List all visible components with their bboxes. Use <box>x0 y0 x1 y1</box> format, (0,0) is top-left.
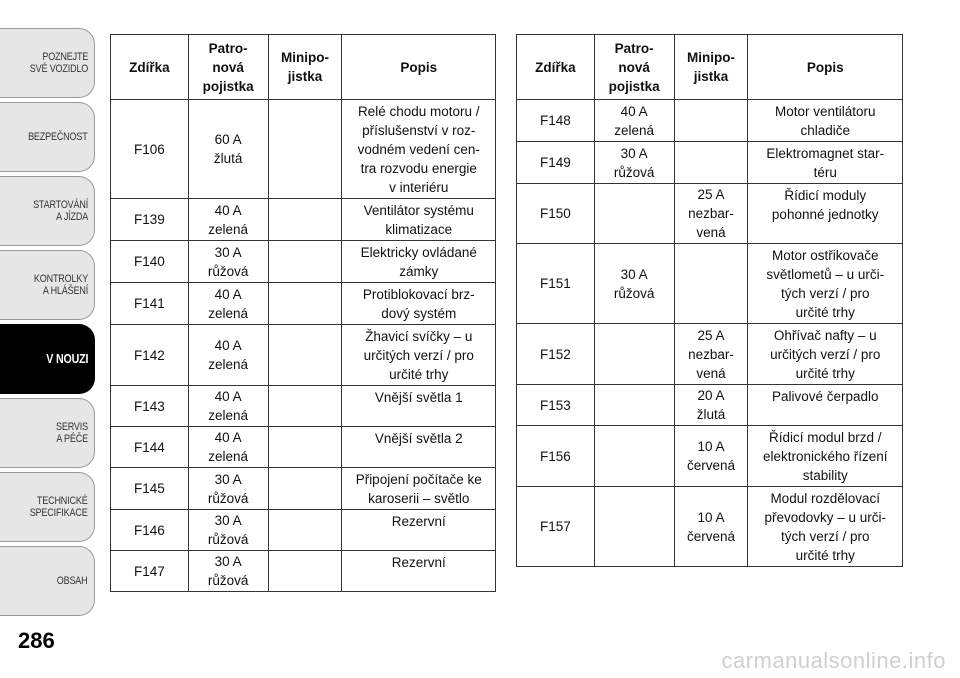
cell-socket: F145 <box>111 468 189 510</box>
table-row <box>111 468 496 510</box>
cell-description: Elektricky ovládané zámky <box>342 241 496 283</box>
cell-socket: F143 <box>111 386 189 427</box>
tab-kontrolky-a-hlaseni[interactable] <box>0 250 95 320</box>
table-row <box>111 386 496 427</box>
tab-label: TECHNICKÉ SPECIFIKACE <box>30 495 88 519</box>
table-row <box>111 199 496 241</box>
cell-cartridge-fuse: 40 A zelená <box>188 199 268 241</box>
table-row <box>111 100 496 199</box>
cell-mini-fuse <box>268 510 342 551</box>
cell-socket: F150 <box>517 184 595 244</box>
cell-mini-fuse <box>674 100 748 142</box>
cell-description: Vnější světla 1 <box>342 386 496 427</box>
table-row <box>111 510 496 551</box>
table-row <box>517 184 903 244</box>
fuse-table-right <box>516 34 903 567</box>
cell-cartridge-fuse: 30 A růžová <box>188 468 268 510</box>
cell-description: Motor ostřikovače světlometů – u urči- tých verzí / pro určité trhy <box>748 244 903 324</box>
cell-cartridge-fuse: 30 A růžová <box>594 142 674 184</box>
tab-bezpecnost[interactable] <box>0 102 95 172</box>
tab-technicke-specifikace[interactable] <box>0 472 95 542</box>
cell-cartridge-fuse <box>594 487 674 567</box>
table-header-row <box>517 35 903 100</box>
cell-cartridge-fuse <box>594 324 674 385</box>
cell-description: Modul rozdělovací převodovky – u urči- tých verzí / pro určité trhy <box>748 487 903 567</box>
cell-mini-fuse <box>268 100 342 199</box>
table-row <box>517 324 903 385</box>
cell-cartridge-fuse: 40 A zelená <box>188 325 268 386</box>
table-header-row <box>111 35 496 100</box>
cell-mini-fuse: 20 A žlutá <box>674 385 748 426</box>
tab-poznejte-sve-vozidlo[interactable] <box>0 28 95 98</box>
tab-startovani-a-jizda[interactable] <box>0 176 95 246</box>
cell-socket: F147 <box>111 551 189 592</box>
cell-mini-fuse <box>268 427 342 468</box>
tab-label: POZNEJTE SVÉ VOZIDLO <box>29 51 88 75</box>
cell-cartridge-fuse: 30 A růžová <box>188 241 268 283</box>
header-cartridge-fuse: Patro- nová pojistka <box>594 35 674 100</box>
cell-description: Motor ventilátoru chladiče <box>748 100 903 142</box>
cell-cartridge-fuse: 30 A růžová <box>188 510 268 551</box>
cell-description: Řídicí moduly pohonné jednotky <box>748 184 903 244</box>
cell-mini-fuse <box>268 199 342 241</box>
cell-cartridge-fuse <box>594 385 674 426</box>
table-row <box>111 241 496 283</box>
cell-mini-fuse <box>268 386 342 427</box>
cell-socket: F141 <box>111 283 189 325</box>
table-body <box>111 100 496 592</box>
cell-description: Vnější světla 2 <box>342 427 496 468</box>
cell-socket: F157 <box>517 487 595 567</box>
table-row <box>517 142 903 184</box>
cell-description: Palivové čerpadlo <box>748 385 903 426</box>
cell-cartridge-fuse: 30 A růžová <box>188 551 268 592</box>
cell-cartridge-fuse <box>594 184 674 244</box>
cell-description: Protiblokovací brz- dový systém <box>342 283 496 325</box>
cell-cartridge-fuse: 60 A žlutá <box>188 100 268 199</box>
cell-socket: F140 <box>111 241 189 283</box>
cell-mini-fuse <box>268 468 342 510</box>
tab-label: OBSAH <box>57 575 88 587</box>
cell-description: Rezervní <box>342 510 496 551</box>
table-row <box>111 325 496 386</box>
header-description: Popis <box>342 35 496 100</box>
cell-mini-fuse: 10 A červená <box>674 487 748 567</box>
cell-description: Řídicí modul brzd / elektronického řízení stability <box>748 426 903 487</box>
tab-label: V NOUZI <box>45 351 88 366</box>
header-mini-fuse: Minipo- jistka <box>674 35 748 100</box>
cell-mini-fuse <box>268 241 342 283</box>
cell-description: Ventilátor systému klimatizace <box>342 199 496 241</box>
cell-description: Rezervní <box>342 551 496 592</box>
cell-cartridge-fuse: 40 A zelená <box>188 283 268 325</box>
cell-description: Ohřívač nafty – u určitých verzí / pro určité trhy <box>748 324 903 385</box>
cell-socket: F156 <box>517 426 595 487</box>
cell-socket: F106 <box>111 100 189 199</box>
table-row <box>111 283 496 325</box>
tab-obsah[interactable] <box>0 546 95 616</box>
table-row <box>517 487 903 567</box>
tab-label: STARTOVÁNÍ A JÍZDA <box>32 199 88 223</box>
cell-description: Elektromagnet star- téru <box>748 142 903 184</box>
cell-mini-fuse <box>674 142 748 184</box>
tab-label: SERVIS A PÉČE <box>56 421 88 445</box>
cell-mini-fuse <box>268 283 342 325</box>
cell-description: Žhavicí svíčky – u určitých verzí / pro určité trhy <box>342 325 496 386</box>
table-row <box>517 385 903 426</box>
cell-socket: F153 <box>517 385 595 426</box>
cell-mini-fuse: 25 A nezbar- vená <box>674 184 748 244</box>
header-cartridge-fuse: Patro- nová pojistka <box>188 35 268 100</box>
cell-socket: F152 <box>517 324 595 385</box>
header-socket: Zdířka <box>517 35 595 100</box>
cell-socket: F148 <box>517 100 595 142</box>
tab-v-nouzi[interactable] <box>0 324 95 394</box>
cell-mini-fuse <box>268 551 342 592</box>
cell-description: Připojení počítače ke karoserii – světlo <box>342 468 496 510</box>
cell-mini-fuse <box>674 244 748 324</box>
tab-servis-a-pece[interactable] <box>0 398 95 468</box>
cell-cartridge-fuse: 40 A zelená <box>594 100 674 142</box>
cell-mini-fuse: 10 A červená <box>674 426 748 487</box>
header-socket: Zdířka <box>111 35 189 100</box>
cell-socket: F144 <box>111 427 189 468</box>
table-row <box>517 244 903 324</box>
table-row <box>517 100 903 142</box>
tab-label: BEZPEČNOST <box>28 131 88 143</box>
fuse-table-left <box>110 34 496 592</box>
cell-socket: F139 <box>111 199 189 241</box>
cell-mini-fuse <box>268 325 342 386</box>
cell-cartridge-fuse: 40 A zelená <box>188 427 268 468</box>
cell-description: Relé chodu motoru / příslušenství v roz- vodném vedení cen- tra rozvodu energie v interiéru <box>342 100 496 199</box>
cell-socket: F146 <box>111 510 189 551</box>
table-row <box>111 427 496 468</box>
watermark: carmanualsonline.info <box>721 648 946 673</box>
table-body <box>517 100 903 567</box>
cell-cartridge-fuse: 30 A růžová <box>594 244 674 324</box>
page-number: 286 <box>18 628 55 653</box>
tab-label: KONTROLKY A HLÁŠENÍ <box>33 273 88 297</box>
table-row <box>111 551 496 592</box>
cell-mini-fuse: 25 A nezbar- vená <box>674 324 748 385</box>
cell-cartridge-fuse <box>594 426 674 487</box>
table-row <box>517 426 903 487</box>
header-description: Popis <box>748 35 903 100</box>
cell-socket: F149 <box>517 142 595 184</box>
cell-socket: F151 <box>517 244 595 324</box>
cell-cartridge-fuse: 40 A zelená <box>188 386 268 427</box>
cell-socket: F142 <box>111 325 189 386</box>
header-mini-fuse: Minipo- jistka <box>268 35 342 100</box>
